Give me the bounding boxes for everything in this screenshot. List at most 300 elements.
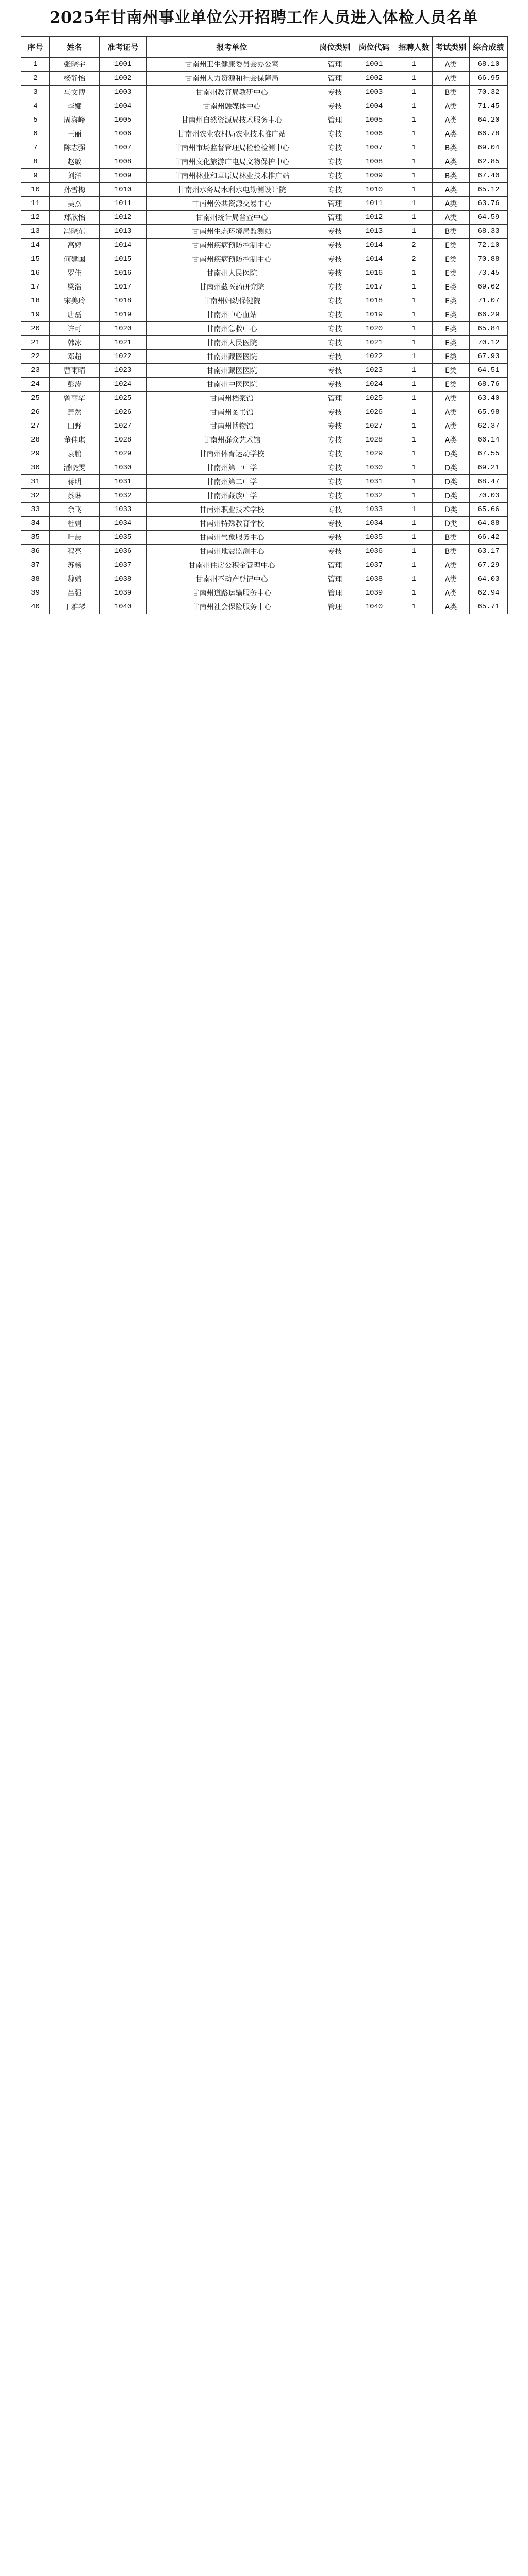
cell-post-code: 1037 xyxy=(353,558,395,572)
cell-hire-count: 1 xyxy=(395,294,433,308)
cell-unit: 甘南州疾病预防控制中心 xyxy=(147,239,317,252)
cell-post-code: 1012 xyxy=(353,211,395,225)
cell-post-category: 专技 xyxy=(317,141,353,155)
table-row xyxy=(21,169,508,183)
cell-total-score: 66.42 xyxy=(470,531,508,545)
cell-hire-count: 1 xyxy=(395,461,433,475)
cell-unit: 甘南州社会保险服务中心 xyxy=(147,600,317,614)
cell-index: 8 xyxy=(21,155,50,169)
table-row xyxy=(21,141,508,155)
cell-post-code: 1024 xyxy=(353,378,395,392)
cell-post-category: 专技 xyxy=(317,266,353,280)
cell-name: 杨静怡 xyxy=(50,72,100,86)
cell-name: 曾丽华 xyxy=(50,392,100,405)
cell-post-code: 1029 xyxy=(353,447,395,461)
table-header-row xyxy=(21,37,508,58)
cell-unit: 甘南州第二中学 xyxy=(147,475,317,489)
cell-post-code: 1036 xyxy=(353,545,395,558)
cell-index: 3 xyxy=(21,86,50,99)
cell-exam-number: 1038 xyxy=(100,572,147,586)
cell-exam-type: A类 xyxy=(433,211,470,225)
cell-total-score: 64.51 xyxy=(470,364,508,378)
cell-index: 19 xyxy=(21,308,50,322)
cell-total-score: 73.45 xyxy=(470,266,508,280)
cell-exam-number: 1029 xyxy=(100,447,147,461)
cell-post-category: 专技 xyxy=(317,99,353,113)
cell-unit: 甘南州人力资源和社会保障局 xyxy=(147,72,317,86)
cell-hire-count: 2 xyxy=(395,252,433,266)
cell-index: 32 xyxy=(21,489,50,503)
cell-name: 周海峰 xyxy=(50,113,100,127)
table-body xyxy=(21,58,508,614)
cell-unit: 甘南州档案馆 xyxy=(147,392,317,405)
cell-name: 李娜 xyxy=(50,99,100,113)
cell-name: 杜娟 xyxy=(50,517,100,531)
cell-index: 40 xyxy=(21,600,50,614)
cell-post-category: 专技 xyxy=(317,336,353,350)
cell-exam-type: B类 xyxy=(433,86,470,99)
cell-post-category: 专技 xyxy=(317,86,353,99)
cell-exam-type: D类 xyxy=(433,447,470,461)
cell-total-score: 67.93 xyxy=(470,350,508,364)
cell-post-category: 管理 xyxy=(317,58,353,72)
cell-post-category: 管理 xyxy=(317,600,353,614)
cell-index: 22 xyxy=(21,350,50,364)
cell-exam-type: D类 xyxy=(433,489,470,503)
cell-exam-number: 1019 xyxy=(100,308,147,322)
cell-post-category: 专技 xyxy=(317,489,353,503)
cell-name: 张晓宇 xyxy=(50,58,100,72)
cell-total-score: 71.07 xyxy=(470,294,508,308)
cell-post-category: 专技 xyxy=(317,517,353,531)
cell-post-code: 1032 xyxy=(353,489,395,503)
table-row xyxy=(21,600,508,614)
cell-unit: 甘南州藏族中学 xyxy=(147,489,317,503)
cell-exam-number: 1010 xyxy=(100,183,147,197)
cell-post-code: 1028 xyxy=(353,433,395,447)
cell-hire-count: 1 xyxy=(395,586,433,600)
cell-post-code: 1034 xyxy=(353,517,395,531)
cell-total-score: 67.29 xyxy=(470,558,508,572)
cell-name: 吕强 xyxy=(50,586,100,600)
cell-name: 苏畅 xyxy=(50,558,100,572)
cell-unit: 甘南州卫生健康委员会办公室 xyxy=(147,58,317,72)
cell-index: 5 xyxy=(21,113,50,127)
cell-post-category: 专技 xyxy=(317,350,353,364)
cell-unit: 甘南州中医医院 xyxy=(147,378,317,392)
cell-post-code: 1014 xyxy=(353,252,395,266)
cell-exam-type: D类 xyxy=(433,461,470,475)
cell-hire-count: 1 xyxy=(395,433,433,447)
table-row xyxy=(21,447,508,461)
cell-exam-number: 1018 xyxy=(100,294,147,308)
cell-hire-count: 1 xyxy=(395,225,433,239)
cell-unit: 甘南州气象服务中心 xyxy=(147,531,317,545)
cell-post-category: 专技 xyxy=(317,503,353,517)
cell-post-code: 1027 xyxy=(353,419,395,433)
cell-exam-number: 1022 xyxy=(100,350,147,364)
cell-total-score: 62.37 xyxy=(470,419,508,433)
table-row xyxy=(21,183,508,197)
cell-total-score: 69.62 xyxy=(470,280,508,294)
cell-name: 赵敏 xyxy=(50,155,100,169)
cell-hire-count: 1 xyxy=(395,545,433,558)
cell-post-code: 1001 xyxy=(353,58,395,72)
cell-index: 6 xyxy=(21,127,50,141)
cell-post-code: 1002 xyxy=(353,72,395,86)
cell-post-code: 1030 xyxy=(353,461,395,475)
cell-name: 萧然 xyxy=(50,405,100,419)
cell-index: 12 xyxy=(21,211,50,225)
cell-index: 4 xyxy=(21,99,50,113)
table-row xyxy=(21,266,508,280)
cell-hire-count: 1 xyxy=(395,447,433,461)
cell-exam-number: 1030 xyxy=(100,461,147,475)
cell-exam-number: 1034 xyxy=(100,517,147,531)
header-exam-number: 准考证号 xyxy=(100,37,147,58)
table-row xyxy=(21,280,508,294)
cell-total-score: 64.03 xyxy=(470,572,508,586)
cell-total-score: 64.59 xyxy=(470,211,508,225)
cell-unit: 甘南州第一中学 xyxy=(147,461,317,475)
cell-exam-number: 1032 xyxy=(100,489,147,503)
cell-name: 袁鹏 xyxy=(50,447,100,461)
cell-post-code: 1026 xyxy=(353,405,395,419)
cell-index: 26 xyxy=(21,405,50,419)
cell-hire-count: 1 xyxy=(395,378,433,392)
cell-post-category: 专技 xyxy=(317,252,353,266)
cell-exam-type: D类 xyxy=(433,475,470,489)
cell-unit: 甘南州图书馆 xyxy=(147,405,317,419)
table-row xyxy=(21,336,508,350)
cell-post-category: 专技 xyxy=(317,127,353,141)
cell-post-code: 1023 xyxy=(353,364,395,378)
cell-hire-count: 2 xyxy=(395,239,433,252)
cell-hire-count: 1 xyxy=(395,155,433,169)
cell-unit: 甘南州融媒体中心 xyxy=(147,99,317,113)
table-row xyxy=(21,419,508,433)
cell-name: 马文博 xyxy=(50,86,100,99)
cell-total-score: 67.55 xyxy=(470,447,508,461)
cell-post-code: 1017 xyxy=(353,280,395,294)
cell-total-score: 64.88 xyxy=(470,517,508,531)
header-unit: 报考单位 xyxy=(147,37,317,58)
cell-hire-count: 1 xyxy=(395,364,433,378)
cell-name: 王丽 xyxy=(50,127,100,141)
cell-post-category: 专技 xyxy=(317,294,353,308)
table-row xyxy=(21,155,508,169)
table-row xyxy=(21,378,508,392)
table-row xyxy=(21,475,508,489)
cell-exam-number: 1015 xyxy=(100,252,147,266)
cell-hire-count: 1 xyxy=(395,141,433,155)
cell-post-code: 1013 xyxy=(353,225,395,239)
cell-hire-count: 1 xyxy=(395,113,433,127)
cell-exam-number: 1033 xyxy=(100,503,147,517)
table-row xyxy=(21,531,508,545)
cell-exam-number: 1023 xyxy=(100,364,147,378)
cell-post-code: 1040 xyxy=(353,600,395,614)
cell-hire-count: 1 xyxy=(395,197,433,211)
cell-unit: 甘南州特殊教育学校 xyxy=(147,517,317,531)
cell-exam-type: D类 xyxy=(433,517,470,531)
cell-post-code: 1005 xyxy=(353,113,395,127)
cell-index: 18 xyxy=(21,294,50,308)
cell-index: 21 xyxy=(21,336,50,350)
cell-exam-type: A类 xyxy=(433,99,470,113)
cell-exam-number: 1013 xyxy=(100,225,147,239)
cell-exam-number: 1012 xyxy=(100,211,147,225)
cell-total-score: 66.29 xyxy=(470,308,508,322)
cell-name: 许可 xyxy=(50,322,100,336)
cell-unit: 甘南州藏医医院 xyxy=(147,364,317,378)
cell-index: 13 xyxy=(21,225,50,239)
cell-name: 郑欣怡 xyxy=(50,211,100,225)
cell-post-code: 1007 xyxy=(353,141,395,155)
cell-exam-number: 1024 xyxy=(100,378,147,392)
header-index: 序号 xyxy=(21,37,50,58)
header-hire-count: 招聘人数 xyxy=(395,37,433,58)
cell-total-score: 66.14 xyxy=(470,433,508,447)
cell-index: 14 xyxy=(21,239,50,252)
cell-name: 冯晓东 xyxy=(50,225,100,239)
cell-post-code: 1004 xyxy=(353,99,395,113)
cell-exam-type: A类 xyxy=(433,600,470,614)
table-row xyxy=(21,392,508,405)
cell-exam-type: A类 xyxy=(433,572,470,586)
cell-post-code: 1006 xyxy=(353,127,395,141)
cell-exam-type: E类 xyxy=(433,266,470,280)
cell-post-code: 1033 xyxy=(353,503,395,517)
cell-post-code: 1038 xyxy=(353,572,395,586)
cell-exam-number: 1014 xyxy=(100,239,147,252)
table-row xyxy=(21,503,508,517)
table-row xyxy=(21,545,508,558)
cell-post-category: 专技 xyxy=(317,475,353,489)
table-row xyxy=(21,489,508,503)
cell-total-score: 63.17 xyxy=(470,545,508,558)
cell-unit: 甘南州疾病预防控制中心 xyxy=(147,252,317,266)
cell-exam-type: B类 xyxy=(433,545,470,558)
cell-exam-number: 1039 xyxy=(100,586,147,600)
cell-unit: 甘南州人民医院 xyxy=(147,336,317,350)
cell-index: 15 xyxy=(21,252,50,266)
cell-exam-type: A类 xyxy=(433,127,470,141)
cell-post-category: 管理 xyxy=(317,392,353,405)
cell-exam-number: 1025 xyxy=(100,392,147,405)
table-row xyxy=(21,239,508,252)
cell-exam-number: 1027 xyxy=(100,419,147,433)
cell-exam-type: A类 xyxy=(433,419,470,433)
cell-hire-count: 1 xyxy=(395,72,433,86)
cell-name: 余飞 xyxy=(50,503,100,517)
cell-post-category: 管理 xyxy=(317,572,353,586)
cell-exam-number: 1036 xyxy=(100,545,147,558)
table-row xyxy=(21,211,508,225)
cell-unit: 甘南州人民医院 xyxy=(147,266,317,280)
table-row xyxy=(21,99,508,113)
cell-post-category: 管理 xyxy=(317,211,353,225)
cell-exam-number: 1008 xyxy=(100,155,147,169)
cell-total-score: 67.40 xyxy=(470,169,508,183)
cell-post-code: 1025 xyxy=(353,392,395,405)
cell-hire-count: 1 xyxy=(395,322,433,336)
cell-exam-type: A类 xyxy=(433,197,470,211)
cell-exam-type: A类 xyxy=(433,58,470,72)
cell-total-score: 63.76 xyxy=(470,197,508,211)
cell-index: 35 xyxy=(21,531,50,545)
cell-index: 9 xyxy=(21,169,50,183)
cell-index: 30 xyxy=(21,461,50,475)
cell-post-category: 管理 xyxy=(317,558,353,572)
cell-post-category: 管理 xyxy=(317,72,353,86)
cell-index: 11 xyxy=(21,197,50,211)
table-row xyxy=(21,558,508,572)
cell-unit: 甘南州妇幼保健院 xyxy=(147,294,317,308)
cell-exam-number: 1002 xyxy=(100,72,147,86)
cell-index: 36 xyxy=(21,545,50,558)
cell-hire-count: 1 xyxy=(395,308,433,322)
cell-exam-type: B类 xyxy=(433,531,470,545)
cell-post-category: 专技 xyxy=(317,155,353,169)
cell-name: 魏婧 xyxy=(50,572,100,586)
cell-name: 叶晨 xyxy=(50,531,100,545)
cell-total-score: 70.12 xyxy=(470,336,508,350)
cell-exam-number: 1040 xyxy=(100,600,147,614)
cell-exam-type: B类 xyxy=(433,141,470,155)
cell-exam-type: B类 xyxy=(433,225,470,239)
table-row xyxy=(21,433,508,447)
cell-post-category: 专技 xyxy=(317,545,353,558)
cell-hire-count: 1 xyxy=(395,86,433,99)
table-row xyxy=(21,517,508,531)
cell-name: 刘洋 xyxy=(50,169,100,183)
cell-post-code: 1008 xyxy=(353,155,395,169)
cell-exam-type: A类 xyxy=(433,558,470,572)
cell-total-score: 65.12 xyxy=(470,183,508,197)
cell-name: 彭涛 xyxy=(50,378,100,392)
cell-name: 曹雨晴 xyxy=(50,364,100,378)
cell-total-score: 70.32 xyxy=(470,86,508,99)
cell-hire-count: 1 xyxy=(395,558,433,572)
cell-post-category: 管理 xyxy=(317,586,353,600)
cell-total-score: 63.40 xyxy=(470,392,508,405)
cell-post-code: 1011 xyxy=(353,197,395,211)
cell-total-score: 65.66 xyxy=(470,503,508,517)
cell-exam-number: 1026 xyxy=(100,405,147,419)
cell-unit: 甘南州住房公积金管理中心 xyxy=(147,558,317,572)
cell-post-code: 1010 xyxy=(353,183,395,197)
cell-hire-count: 1 xyxy=(395,266,433,280)
cell-hire-count: 1 xyxy=(395,475,433,489)
cell-exam-number: 1005 xyxy=(100,113,147,127)
cell-index: 34 xyxy=(21,517,50,531)
cell-index: 2 xyxy=(21,72,50,86)
cell-post-code: 1020 xyxy=(353,322,395,336)
cell-name: 潘晓雯 xyxy=(50,461,100,475)
cell-exam-number: 1021 xyxy=(100,336,147,350)
cell-unit: 甘南州地震监测中心 xyxy=(147,545,317,558)
document-title: 2025年甘南州事业单位公开招聘工作人员进入体检人员名单 xyxy=(50,9,478,27)
cell-unit: 甘南州自然资源局技术服务中心 xyxy=(147,113,317,127)
cell-post-category: 专技 xyxy=(317,405,353,419)
table-row xyxy=(21,252,508,266)
cell-exam-type: E类 xyxy=(433,322,470,336)
table-row xyxy=(21,72,508,86)
cell-name: 吴杰 xyxy=(50,197,100,211)
cell-name: 宋美玲 xyxy=(50,294,100,308)
cell-exam-type: A类 xyxy=(433,72,470,86)
cell-post-code: 1039 xyxy=(353,586,395,600)
cell-total-score: 66.78 xyxy=(470,127,508,141)
cell-name: 梁浩 xyxy=(50,280,100,294)
cell-unit: 甘南州统计局普查中心 xyxy=(147,211,317,225)
cell-hire-count: 1 xyxy=(395,183,433,197)
cell-post-code: 1031 xyxy=(353,475,395,489)
table-row xyxy=(21,350,508,364)
cell-post-code: 1021 xyxy=(353,336,395,350)
cell-unit: 甘南州博物馆 xyxy=(147,419,317,433)
cell-unit: 甘南州急救中心 xyxy=(147,322,317,336)
table-row xyxy=(21,58,508,72)
cell-post-category: 专技 xyxy=(317,225,353,239)
cell-hire-count: 1 xyxy=(395,517,433,531)
cell-total-score: 70.03 xyxy=(470,489,508,503)
cell-unit: 甘南州文化旅游广电局文物保护中心 xyxy=(147,155,317,169)
cell-exam-type: E类 xyxy=(433,378,470,392)
cell-index: 23 xyxy=(21,364,50,378)
cell-total-score: 66.95 xyxy=(470,72,508,86)
cell-exam-type: A类 xyxy=(433,113,470,127)
cell-index: 27 xyxy=(21,419,50,433)
cell-index: 10 xyxy=(21,183,50,197)
table-row xyxy=(21,86,508,99)
header-post-code: 岗位代码 xyxy=(353,37,395,58)
cell-hire-count: 1 xyxy=(395,211,433,225)
cell-exam-type: B类 xyxy=(433,169,470,183)
cell-exam-number: 1031 xyxy=(100,475,147,489)
cell-hire-count: 1 xyxy=(395,58,433,72)
cell-exam-type: E类 xyxy=(433,252,470,266)
cell-exam-type: E类 xyxy=(433,350,470,364)
cell-exam-type: A类 xyxy=(433,405,470,419)
cell-exam-type: A类 xyxy=(433,183,470,197)
cell-unit: 甘南州教育局教研中心 xyxy=(147,86,317,99)
cell-total-score: 71.45 xyxy=(470,99,508,113)
cell-exam-number: 1009 xyxy=(100,169,147,183)
cell-unit: 甘南州道路运输服务中心 xyxy=(147,586,317,600)
cell-exam-number: 1004 xyxy=(100,99,147,113)
cell-unit: 甘南州生态环境局监测站 xyxy=(147,225,317,239)
table-row xyxy=(21,294,508,308)
cell-post-code: 1003 xyxy=(353,86,395,99)
cell-name: 蒋明 xyxy=(50,475,100,489)
table-row xyxy=(21,364,508,378)
cell-index: 1 xyxy=(21,58,50,72)
cell-exam-type: A类 xyxy=(433,433,470,447)
header-post-category: 岗位类别 xyxy=(317,37,353,58)
cell-hire-count: 1 xyxy=(395,99,433,113)
table-row xyxy=(21,127,508,141)
cell-post-category: 专技 xyxy=(317,531,353,545)
cell-hire-count: 1 xyxy=(395,572,433,586)
cell-exam-number: 1017 xyxy=(100,280,147,294)
cell-unit: 甘南州林业和草原局林业技术推广站 xyxy=(147,169,317,183)
cell-name: 何建国 xyxy=(50,252,100,266)
cell-total-score: 68.33 xyxy=(470,225,508,239)
cell-exam-number: 1003 xyxy=(100,86,147,99)
cell-post-category: 专技 xyxy=(317,433,353,447)
